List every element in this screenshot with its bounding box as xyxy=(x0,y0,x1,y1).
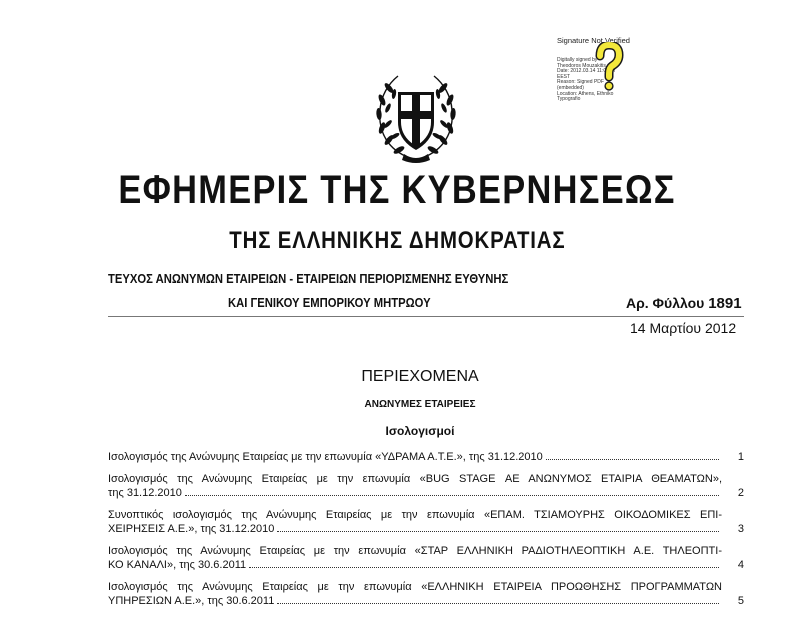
section-heading: ΑΝΩΝΥΜΕΣ ΕΤΑΙΡΕΙΕΣ xyxy=(364,399,476,410)
toc-leader-dots xyxy=(249,567,719,568)
toc-leader-dots xyxy=(546,459,719,460)
toc-leader-dots xyxy=(277,603,719,604)
signature-line: (embedded) xyxy=(557,84,584,91)
signature-line: Digitally signed by xyxy=(557,57,598,63)
toc-entry-line xyxy=(108,594,722,608)
toc-entry-line xyxy=(108,522,722,536)
toc-entry xyxy=(108,450,744,464)
signature-line: EEST xyxy=(557,73,571,80)
toc-page-number: 5 xyxy=(737,595,744,607)
gazette-title: ΕΦΗΜΕΡΙΣ ΤΗΣ ΚΥΒΕΡΝΗΣΕΩΣ xyxy=(118,168,676,212)
toc-page-number: 1 xyxy=(737,451,744,463)
toc-entry-text: της 31.12.2010 xyxy=(108,487,182,499)
issue-type-line-2: ΚΑΙ ΓΕΝΙΚΟΥ ΕΜΠΟΡΙΚΟΥ ΜΗΤΡΩΟΥ xyxy=(228,296,431,310)
toc-entry xyxy=(108,508,744,536)
signature-line: Theodoros Mouzakitis xyxy=(557,62,606,69)
toc-entry-line xyxy=(108,450,722,464)
toc-entry-text: Ισολογισμός της Ανώνυμης Εταιρείας με την επωνυμία «BUG STAGE ΑΕ ΑΝΩΝΥΜΟΣ ΕΤΑΙΡΙΑ ΘΕΑΜΑΤΩΝ», xyxy=(108,473,722,485)
toc-entry-text: Συνοπτικός ισολογισμός της Ανώνυμης Εταιρείας με την επωνυμία «ΕΠΑΜ. ΤΣΙΑΜΟΥΡΗΣ ΟΙΚΟΔΟΜΙΚΕΣ ΕΠΙ- xyxy=(108,509,722,521)
sheet-label: Αρ. Φύλλου xyxy=(626,295,705,311)
header-divider xyxy=(108,316,744,317)
toc-entry-line xyxy=(108,558,722,572)
subsection-heading: Ισολογισμοί xyxy=(385,424,455,438)
toc-entry-text: ΚΟ ΚΑΝΑΛΙ», της 30.6.2011 xyxy=(108,559,247,571)
issue-date: 14 Μαρτίου 2012 xyxy=(630,320,737,336)
toc-entry-text: ΧΕΙΡΗΣΕΙΣ Α.Ε.», της 31.12.2010 xyxy=(108,523,275,535)
sheet-number-value: 1891 xyxy=(708,295,742,312)
toc-entry-line xyxy=(108,486,722,500)
issue-type-line-1: ΤΕΥΧΟΣ ΑΝΩΝΥΜΩΝ ΕΤΑΙΡΕΙΩΝ - ΕΤΑΙΡΕΙΩΝ ΠΕΡΙΟΡΙΣΜΕΝΗΣ ΕΥΘΥΝΗΣ xyxy=(108,272,509,286)
toc-leader-dots xyxy=(277,531,719,532)
toc-page-number: 4 xyxy=(737,559,744,571)
toc-entry xyxy=(108,472,744,500)
signature-line: Typografio xyxy=(557,96,581,103)
toc-entry-text: Ισολογισμός της Ανώνυμης Εταιρείας με την επωνυμία «ΕΛΛΗΝΙΚΗ ΕΤΑΙΡΕΙΑ ΠΡΟΩΘΗΣΗΣ ΠΡΟΓΡΑΜΜΑΤΩΝ xyxy=(108,581,722,593)
gazette-subtitle: ΤΗΣ ΕΛΛΗΝΙΚΗΣ ΔΗΜΟΚΡΑΤΙΑΣ xyxy=(229,227,566,254)
toc-entry xyxy=(108,580,744,608)
toc-leader-dots xyxy=(185,495,719,496)
sheet-number xyxy=(626,295,742,312)
contents-heading: ΠΕΡΙΕΧΟΜΕΝΑ xyxy=(361,368,479,385)
signature-status: Signature Not Verified xyxy=(557,36,630,45)
toc-entry-text: Ισολογισμός της Ανώνυμης Εταιρείας με την επωνυμία «ΥΔΡΑΜΑ Α.Τ.Ε.», της 31.12.2010 xyxy=(108,451,543,463)
toc-entry xyxy=(108,544,744,572)
signature-line: Reason: Signed PDF xyxy=(557,79,604,86)
toc-entry-text: Ισολογισμός της Ανώνυμης Εταιρείας με την επωνυμία «ΣΤΑΡ ΕΛΛΗΝΙΚΗ ΡΑΔΙΟΤΗΛΕΟΠΤΙΚΗ Α.Ε. ΤΗΛΕΟΠΤΙ- xyxy=(108,545,722,557)
signature-line: Location: Athens, Ethniko xyxy=(557,90,614,97)
toc-entry-text: ΥΠΗΡΕΣΙΩΝ Α.Ε.», της 30.6.2011 xyxy=(108,595,275,607)
table-of-contents xyxy=(108,450,744,616)
greek-emblem-icon xyxy=(374,70,458,164)
toc-page-number: 3 xyxy=(737,523,744,535)
toc-page-number: 2 xyxy=(737,487,744,499)
signature-line: Date: 2012.03.14 11:08:37 xyxy=(557,68,616,75)
question-mark-icon xyxy=(594,42,624,92)
